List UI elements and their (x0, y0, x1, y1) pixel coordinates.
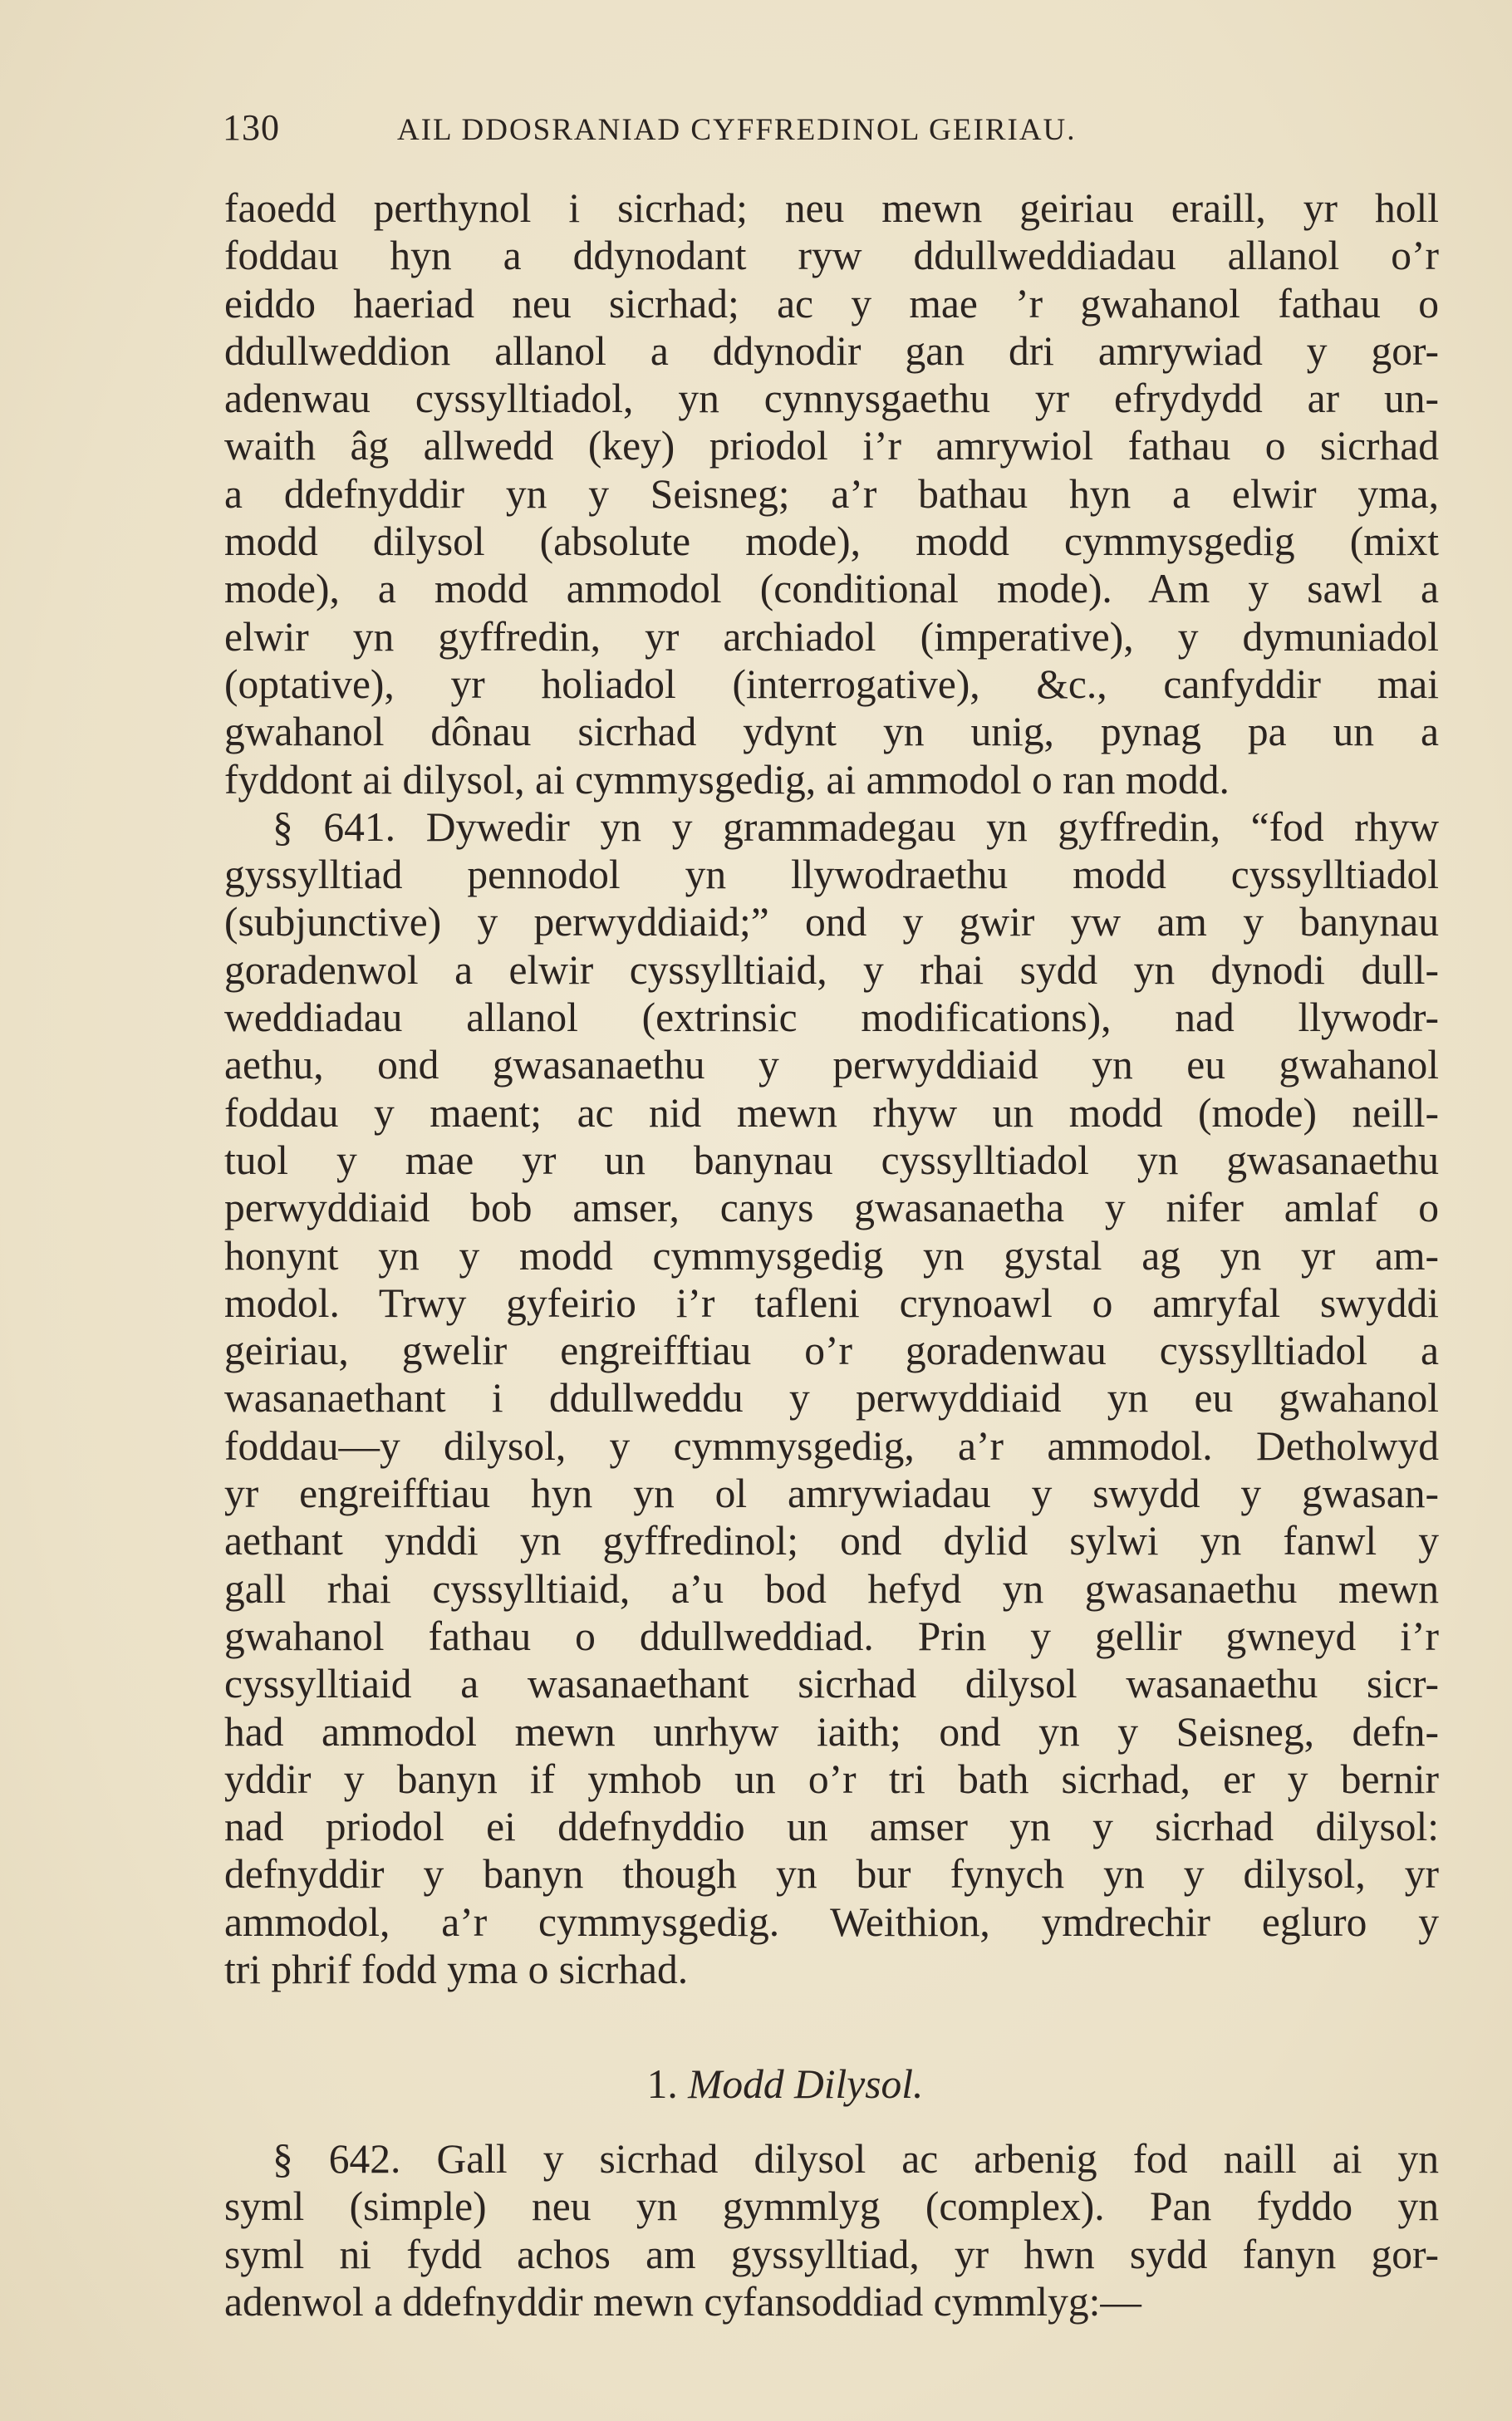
text-line: perwyddiaid bob amser, canys gwasanaetha y nifer amlaf o (224, 1185, 1439, 1231)
text-line: ammodol, a’r cymmysgedig. Weithion, ymdrechir egluro y (224, 1898, 1439, 1945)
running-title: AIL DDOSRANIAD CYFFREDINOL GEIRIAU. (397, 113, 1077, 147)
text-line: fyddont ai dilysol, ai cymmysgedig, ai ammodol o ran modd. (224, 756, 1230, 803)
text-line: adenwol a ddefnyddir mewn cyfansoddiad cymmlyg:— (224, 2278, 1141, 2325)
text-line: aethu, ond gwasanaethu y perwyddiaid yn eu gwahanol (224, 1042, 1439, 1088)
main-text-block (224, 184, 1439, 1993)
text-line: syml ni fydd achos am gyssylltiad, yr hwn sydd fanyn gor- (224, 2231, 1439, 2277)
running-header (223, 106, 1303, 156)
section-heading (0, 2060, 1512, 2108)
text-line: gwahanol dônau sicrhad ydynt yn unig, pynag pa un a (224, 709, 1439, 755)
text-line: eiddo haeriad neu sicrhad; ac y mae ’r gwahanol fathau o (224, 280, 1439, 327)
text-line: gwahanol fathau o ddullweddiad. Prin y gellir gwneyd i’r (224, 1613, 1439, 1659)
text-line: wasanaethant i ddullweddu y perwyddiaid yn eu gwahanol (224, 1375, 1439, 1422)
section-title: Modd Dilysol. (688, 2061, 924, 2107)
text-line: adenwau cyssylltiadol, yn cynnysgaethu yr efrydydd ar un- (224, 376, 1439, 422)
paragraph-641-start: § 641. Dywedir yn y grammadegau yn gyffredin, “fod rhyw (272, 803, 1439, 850)
section-number: 1. (646, 2061, 678, 2107)
text-line: yr engreifftiau hyn yn ol amrywiadau y swydd y gwasan- (224, 1471, 1439, 1517)
paragraph-642 (224, 2135, 1439, 2325)
text-line: foddau—y dilysol, y cymmysgedig, a’r ammodol. Detholwyd (224, 1422, 1439, 1469)
text-line: (optative), yr holiadol (interrogative), &c., canfyddir mai (224, 660, 1439, 707)
text-line: syml (simple) neu yn gymmlyg (complex). Pan fyddo yn (224, 2183, 1439, 2230)
text-line: a ddefnyddir yn y Seisneg; a’r bathau hyn a elwir yma, (224, 470, 1439, 517)
text-line: mode), a modd ammodol (conditional mode). Am y sawl a (224, 566, 1439, 612)
text-line: modd dilysol (absolute mode), modd cymmysgedig (mixt (224, 518, 1439, 565)
text-line: defnyddir y banyn though yn bur fynych yn y dilysol, yr (224, 1851, 1439, 1898)
text-line: gyssylltiad pennodol yn llywodraethu modd cyssylltiadol (224, 852, 1439, 898)
text-line: waith âg allwedd (key) priodol i’r amrywiol fathau o sicrhad (224, 423, 1439, 469)
text-line: modol. Trwy gyfeirio i’r tafleni crynoawl o amryfal swyddi (224, 1279, 1439, 1326)
text-line: honynt yn y modd cymmysgedig yn gystal ag yn yr am- (224, 1232, 1439, 1279)
text-line: tuol y mae yr un banynau cyssylltiadol yn gwasanaethu (224, 1137, 1439, 1183)
text-line: faoedd perthynol i sicrhad; neu mewn geiriau eraill, yr holl (224, 185, 1439, 231)
text-line: weddiadau allanol (extrinsic modifications), nad llywodr- (224, 994, 1439, 1041)
text-line: tri phrif fodd yma o sicrhad. (224, 1946, 689, 1992)
text-line: foddau hyn a ddynodant ryw ddullweddiadau allanol o’r (224, 233, 1439, 279)
paragraph-642-start: § 642. Gall y sicrhad dilysol ac arbenig fod naill ai yn (272, 2136, 1439, 2182)
text-line: had ammodol mewn unrhyw iaith; ond yn y Seisneg, defn- (224, 1708, 1439, 1755)
text-line: goradenwol a elwir cyssylltiaid, y rhai sydd yn dynodi dull- (224, 946, 1439, 993)
text-line: yddir y banyn if ymhob un o’r tri bath sicrhad, er y bernir (224, 1756, 1439, 1802)
page-number: 130 (223, 107, 280, 148)
text-line: geiriau, gwelir engreifftiau o’r goradenwau cyssylltiadol a (224, 1328, 1439, 1374)
text-line: foddau y maent; ac nid mewn rhyw un modd (mode) neill- (224, 1089, 1439, 1136)
text-line: nad priodol ei ddefnyddio un amser yn y sicrhad dilysol: (224, 1804, 1439, 1850)
text-line: aethant ynddi yn gyffredinol; ond dylid sylwi yn fanwl y (224, 1518, 1439, 1564)
text-line: elwir yn gyffredin, yr archiadol (imperative), y dymuniadol (224, 613, 1439, 660)
text-line: gall rhai cyssylltiaid, a’u bod hefyd yn gwasanaethu mewn (224, 1565, 1439, 1612)
text-line: ddullweddion allanol a ddynodir gan dri amrywiad y gor- (224, 327, 1439, 374)
text-line: (subjunctive) y perwyddiaid;” ond y gwir yw am y banynau (224, 899, 1439, 945)
text-line: cyssylltiaid a wasanaethant sicrhad dilysol wasanaethu sicr- (224, 1661, 1439, 1707)
